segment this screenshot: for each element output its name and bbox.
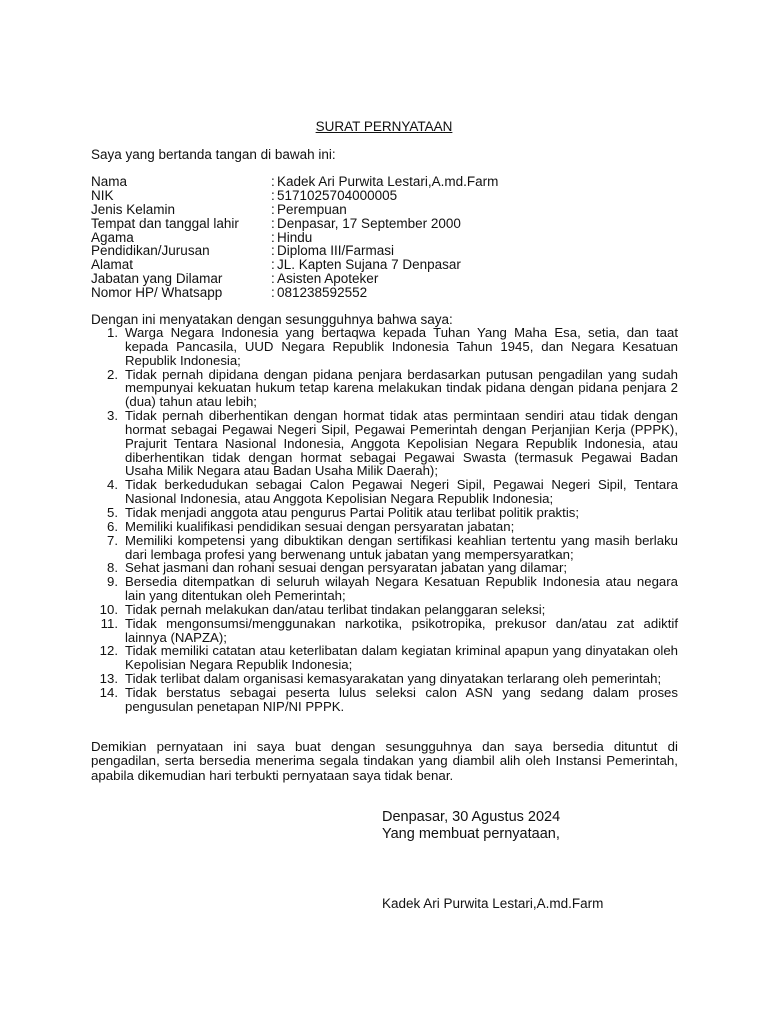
statement-text: Tidak berkedudukan sebagai Calon Pegawai Negeri Sipil, Pegawai Negeri Sipil, Tentara Nasional Indonesia, atau Anggota Kepolisian Negara Republik Indonesia;	[125, 477, 678, 507]
statement-number: 2.	[107, 366, 118, 382]
statement-item	[91, 617, 678, 645]
statement-item	[91, 672, 678, 686]
identity-row	[91, 203, 498, 217]
statement-item	[91, 478, 678, 506]
statement-item	[91, 534, 678, 562]
statement-text: Tidak memiliki catatan atau keterlibatan dalam kegiatan kriminal apapun yang dinyatakan oleh Kepolisian Negara Republik Indonesia;	[125, 643, 678, 673]
opening-sentence: Saya yang bertanda tangan di bawah ini:	[91, 147, 336, 162]
statement-text: Warga Negara Indonesia yang bertaqwa kepada Tuhan Yang Maha Esa, setia, dan taat kepada Pancasila, UUD Negara Republik Indonesia Tahun 1945, dan Negara Kesatuan Republik Indonesia;	[125, 325, 678, 368]
identity-row	[91, 272, 498, 286]
statement-item	[91, 326, 678, 368]
statement-text: Memiliki kompetensi yang dibuktikan dengan sertifikasi keahlian tertentu yang masih berlaku dari lembaga profesi yang berwenang untuk jabatan yang mempersyaratkan;	[125, 532, 678, 562]
identity-row	[91, 231, 498, 245]
statement-number: 7.	[107, 532, 118, 548]
identity-label: Agama	[91, 229, 134, 245]
statement-number: 14.	[99, 684, 118, 700]
statement-list	[91, 326, 678, 714]
identity-separator: :	[271, 243, 275, 259]
identity-row	[91, 286, 498, 300]
identity-value: Denpasar, 17 September 2000	[277, 215, 461, 231]
statement-number: 5.	[107, 504, 118, 520]
identity-value: 081238592552	[277, 285, 368, 301]
statement-item	[91, 368, 678, 410]
statement-item	[91, 575, 678, 603]
statement-text: Tidak pernah dipidana dengan pidana penjara berdasarkan putusan pengadilan yang sudah mempunyai kekuatan hukum tetap karena melakukan tindak pidana dengan pidana penjara 2 (dua) tahun atau lebih;	[125, 366, 678, 410]
statement-text: Sehat jasmani dan rohani sesuai dengan persyaratan jabatan yang dilamar;	[125, 560, 568, 576]
identity-value: Perempuan	[277, 201, 347, 217]
statement-text: Tidak menjadi anggota atau pengurus Partai Politik atau terlibat politik praktis;	[125, 504, 580, 520]
identity-separator: :	[271, 229, 275, 245]
statement-number: 4.	[107, 477, 118, 493]
statement-text: Tidak pernah diberhentikan dengan hormat tidak atas permintaan sendiri atau tidak dengan hormat sebagai Pegawai Negeri Sipil, Pegawai Pemerintah dengan Perjanjian Kerja (PPPK), Prajurit Tentara Nasional Indonesia, Anggota Kepolisian Negara Republik Indonesia, atau diberhentikan tidak dengan hormat sebagai Pegawai Swasta (termasuk Pegawai Badan Usaha Milik Negara atau Badan Usaha Milik Daerah);	[125, 408, 678, 479]
identity-label: Nomor HP/ Whatsapp	[91, 285, 223, 301]
identity-value: Asisten Apoteker	[277, 271, 379, 287]
identity-value: JL. Kapten Sujana 7 Denpasar	[277, 257, 461, 273]
identity-separator: :	[271, 174, 275, 189]
document-title: SURAT PERNYATAAN	[315, 119, 453, 134]
identity-label: Alamat	[91, 257, 134, 273]
identity-row	[91, 217, 498, 231]
statement-text: Tidak berstatus sebagai peserta lulus seleksi calon ASN yang sedang dalam proses pengusulan penetapan NIP/NI PPPK.	[125, 684, 678, 714]
statement-text: Tidak mengonsumsi/menggunakan narkotika, psikotropika, prekusor dan/atau zat adiktif lainnya (NAPZA);	[125, 615, 678, 645]
identity-separator: :	[271, 215, 275, 231]
statement-item	[91, 603, 678, 617]
identity-separator: :	[271, 187, 275, 203]
signature-role: Yang membuat pernyataan,	[382, 826, 560, 842]
statement-number: 9.	[107, 574, 118, 590]
identity-label: Tempat dan tanggal lahir	[91, 215, 239, 231]
identity-label: Pendidikan/Jurusan	[91, 243, 210, 259]
statement-number: 12.	[99, 643, 118, 659]
identity-separator: :	[271, 285, 275, 301]
signature-place-date: Denpasar, 30 Agustus 2024	[382, 809, 561, 825]
identity-value: Diploma III/Farmasi	[277, 243, 395, 259]
statement-item	[91, 561, 678, 575]
identity-row	[91, 175, 498, 189]
statement-number: 3.	[107, 408, 118, 424]
identity-row	[91, 258, 498, 272]
identity-label: Jenis Kelamin	[91, 201, 176, 217]
identity-separator: :	[271, 257, 275, 273]
statement-text: Tidak pernah melakukan dan/atau terlibat tindakan pelanggaran seleksi;	[125, 601, 546, 617]
statement-item	[91, 686, 678, 714]
statement-item	[91, 520, 678, 534]
identity-table	[91, 175, 498, 300]
identity-row	[91, 189, 498, 203]
identity-value: 5171025704000005	[277, 187, 398, 203]
identity-label: Jabatan yang Dilamar	[91, 271, 223, 287]
identity-value: Kadek Ari Purwita Lestari,A.md.Farm	[277, 174, 499, 189]
identity-row	[91, 244, 498, 258]
statement-item	[91, 644, 678, 672]
statement-number: 13.	[99, 671, 118, 687]
statement-number: 11.	[100, 615, 118, 631]
identity-separator: :	[271, 271, 275, 287]
signatory-name: Kadek Ari Purwita Lestari,A.md.Farm	[382, 896, 604, 911]
identity-separator: :	[271, 201, 275, 217]
statement-item	[91, 409, 678, 478]
statement-text: Bersedia ditempatkan di seluruh wilayah Negara Kesatuan Republik Indonesia atau negara lain yang ditentukan oleh Pemerintah;	[125, 574, 678, 604]
statement-text: Memiliki kualifikasi pendidikan sesuai dengan persyaratan jabatan;	[125, 518, 515, 534]
statement-number: 8.	[107, 560, 118, 576]
closing-paragraph: Demikian pernyataan ini saya buat dengan sesungguhnya dan saya bersedia dituntut di pengadilan, serta bersedia menerima segala tindakan yang diambil alih oleh Instansi Pemerintah, apabila dikemudian hari terbukti pernyataan saya tidak benar.	[91, 739, 678, 783]
identity-value: Hindu	[277, 229, 313, 245]
statement-text: Tidak terlibat dalam organisasi kemasyarakatan yang dinyatakan terlarang oleh pemerintah;	[125, 671, 662, 687]
statement-number: 1.	[107, 325, 118, 340]
identity-label: Nama	[91, 174, 128, 189]
identity-label: NIK	[91, 187, 114, 203]
declaration-intro: Dengan ini menyatakan dengan sesungguhnya bahwa saya:	[91, 312, 453, 327]
statement-number: 10.	[99, 601, 118, 617]
statement-number: 6.	[107, 518, 118, 534]
statement-item	[91, 506, 678, 520]
